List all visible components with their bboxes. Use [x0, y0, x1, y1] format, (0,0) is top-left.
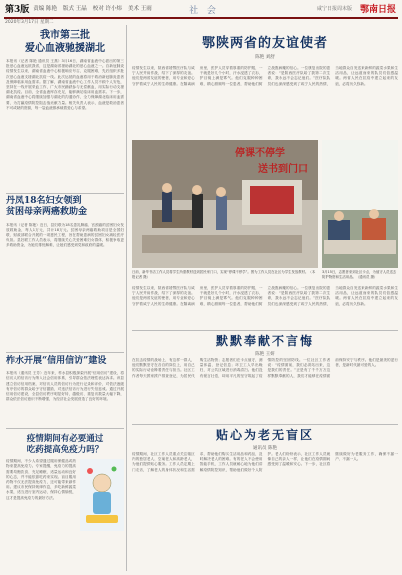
article-credit — [6, 356, 124, 431]
article-byline: 陈艳 王妍 — [255, 352, 275, 357]
article-headline: 默默奉献不言悔 — [215, 334, 314, 348]
article-body-continued: 疫情发生以来，陕西省援鄂医疗队与咸宁人民并肩作战，结下了深厚的友谊。他们是两省友谊的使者，用专业和爱心守护着咸宁人民的生命健康。在隔离病房里，医护人员穿着厚重的防护服，一干就是好几个小时，汗水浸透了衣衫，护目镜上满是雾气。他们克服种种困难，精心照顾每一位患者，帮助他们树立战胜病魔的信心。一位康复出院的患者说：“是陕西医疗队给了我第二次生命，我永远不会忘记他们。”医疗队队员们也深深感受到了咸宁人民的热情，当地群众自发送来新鲜的蔬菜水果和生活用品，让远道而来的队员们倍感温暖。两省人民在抗疫中建立起来的友谊，必将历久弥新。 — [132, 286, 398, 306]
article-friendship — [132, 36, 398, 64]
article-headline: 我市第三批 — [40, 30, 90, 41]
article-byline: 陈艳 刘舒 — [255, 55, 275, 61]
article-body: 疫情期间，不少人希望通过服用保健品或药物来提高免疫力。专家提醒，免疫力的提高需要均衡饮食、充足睡眠、适量运动和良好的心态，并不能依靠吃药来实现。盲目服用药物不仅无法提高免疫力，还可能带来副作用。建议市民保持规律作息，多吃新鲜蔬菜水果，适当进行室内运动，保持心情愉悦，这才是提高免疫力的最好方法。 — [6, 459, 76, 500]
section-title — [172, 3, 236, 15]
section-title-text: 社 会 — [189, 5, 219, 16]
credit-item: 责编 陈艳 — [33, 6, 58, 12]
article-silent — [132, 334, 398, 360]
article-body: 本报讯（记者 陈艳 通讯员 王燕）3月16日，湖南省血液中心派出的第三批爱心血液运抵我省，这是湖南省援助湖北的爱心血液之一。自新冠肺炎疫情发生以来，湖南省血液中心积极响应号召，克服困难，先后组织多批次爱心血液支援湖北抗疫一线。此次运抵的血液将用于救治新冠肺炎患者及保障临床用血需求。据了解，湖南省血液中心工作人员不顾个人安危，坚持在一线开展采血工作，广大市民踊跃参与无偿献血，用实际行动支援湖北抗疫。目前，全省血液库存充足，能够满足临床用血需求。下一步，湖南省血液中心将继续加强与湖北的沟通协作，全力保障湖北临床用血需要，为打赢疫情防控阻击战贡献力量。相关负责人表示，血液是救治患者不可或缺的资源，每一袋血液都承载着爱心与希望。 — [6, 59, 124, 110]
credit-item: 美术 王雨 — [128, 6, 152, 12]
side-photo — [322, 140, 398, 268]
article-divider — [132, 330, 398, 331]
article-poverty — [6, 196, 124, 348]
article-body: 疫情发生以来，陕西省援鄂医疗队与咸宁人民并肩作战，结下了深厚的友谊。他们是两省友谊的使者，用专业和爱心守护着咸宁人民的生命健康。在隔离病房里，医护人员穿着厚重的防护服，一干就是好几个小时，汗水浸透了衣衫，护目镜上满是雾气。他们克服种种困难，精心照顾每一位患者，帮助他们树立战胜病魔的信心。一位康复出院的患者说：“是陕西医疗队给了我第二次生命，我永远不会忘记他们。”医疗队队员们也深深感受到了咸宁人民的热情，当地群众自发送来新鲜的蔬菜水果和生活用品，让远道而来的队员们倍感温暖。两省人民在抗疫中建立起来的友谊，必将历久弥新。 — [132, 66, 398, 86]
photo-caption: 3月15日，志愿者来到社区卡点，为值守人员送去防护物资和生活用品。（通讯员 摄） — [322, 270, 397, 279]
article-body: 本报讯（通讯员 王芳）近年来，柞水县积极探索开展“信用信访”建设，将信访人的信访行为纳入社会信用体系，引导群众依法理性表达诉求。该县建立信访信用档案，对信访人员的信访行为进行记录和评价，对依法逐级有序信访的群众给予守信激励，对违法信访行为进行失信惩戒。通过开展信用信访建设，全县信访秩序明显好转，越级访、重复访数量大幅下降，群众依法信访意识不断增强，为经济社会发展营造了良好的环境。 — [6, 371, 124, 402]
article-headline: 疫情期间有必要通过 — [26, 434, 104, 444]
photo-caption: 日前，新华书店工作人员将学生所需教材送到居民家门口，实现“停课不停学”。图为工作人员在社区为学生发放教材。（本报记者 摄） — [132, 270, 316, 279]
article-headline: 柞水开展“信用信访”建设 — [6, 356, 107, 366]
header-rule — [4, 17, 398, 19]
article-body: 本报讯（记者 陈艳）近日，县妇联为18名患乳腺癌、宫颈癌的贫困妇女发放救助金，每人1万元，共计18万元。贫困母亲两癌救助项目是全国妇联、财政部联合开展的一项惠民工程，旨在帮助患病的贫困妇女减轻医疗负担。县妇联工作人员表示，将继续关心关爱困难妇女群体，积极争取更多救助资金，为她们排忧解难，让她们感受到党和政府的温暖。 — [6, 222, 124, 248]
article-headline: 丹凤18名妇女领到 — [6, 196, 82, 206]
photo-graphic — [322, 140, 398, 268]
article-immunity — [6, 434, 124, 531]
credit-item: 版式 王晶 — [63, 6, 87, 12]
article-divider — [6, 428, 124, 429]
article-headline: 鄂陕两省的友谊使者 — [201, 36, 328, 51]
article-blood — [6, 30, 124, 184]
cartoon-illustration — [80, 459, 124, 531]
credit-item: 校对 许小炜 — [92, 6, 123, 12]
article-elderly — [132, 428, 398, 454]
photo-overlay-text: 停课不停学 — [235, 148, 285, 159]
page-number: 第3版 — [5, 4, 30, 15]
article-divider — [6, 193, 124, 194]
masthead-logo: 鄂南日报 — [359, 5, 396, 15]
article-headline: 贫困母亲两癌救助金 — [6, 207, 88, 218]
edition-tag: 咸宁日报周末版 — [316, 6, 352, 12]
article-body: 在抗击疫情的战场上，有这样一群人，他们默默坚守在各自的岗位上，用自己的实际行动诠释着责任与担当。社区工作者每天挨家挨户排查登记，为居民代购生活物资；志愿者们在卡点值守，测量体温、登记信息；环卫工人早出晚归，对公共区域进行消毒清扫。他们没有豪言壮语，却用平凡的坚守筑起了疫情防控的坚固防线。一位社区工作者说：“疫情面前，我们必须站出来，这是我们的责任。”正是有了千千万万这样默默奉献的人，我们才能够在疫情面前保持安宁与秩序。他们是最美的逆行者，是新时代最可爱的人。 — [132, 358, 398, 378]
column-divider — [126, 25, 127, 571]
cartoon-graphic — [80, 459, 124, 531]
editor-credits — [33, 4, 152, 12]
photo-overlay-text: 送书到门口 — [258, 164, 308, 175]
article-headline: 爱心血液驰援湖北 — [25, 42, 105, 54]
article-divider — [6, 352, 124, 353]
article-body: 疫情期间，社区工作人员重点关注辖区内的独居老人、空巢老人和高龄老人，为他们提供贴心服务。工作人员定期上门走访，了解老人的身体状况和生活需求，帮助他们购买生活用品和药品，及时解决老人的困难。有的老人不会使用智能手机，工作人员就耐心地为他们讲解疫情防控知识，帮助他们做好个人防护。老人们纷纷表示，社区工作人员就像自己的亲人一样，让他们在疫情期间感受到了温暖和安心。下一步，社区将继续做好为老服务工作，确保不漏一户、不漏一人。 — [132, 452, 398, 472]
article-headline: 贴心为老无盲区 — [215, 428, 314, 442]
article-divider — [132, 424, 398, 425]
article-headline: 吃药提高免疫力吗？ — [26, 444, 104, 455]
date-line: 2020年3月17日 星期二 — [5, 20, 54, 25]
article-byline: 通讯员 陈艳 — [253, 446, 277, 451]
